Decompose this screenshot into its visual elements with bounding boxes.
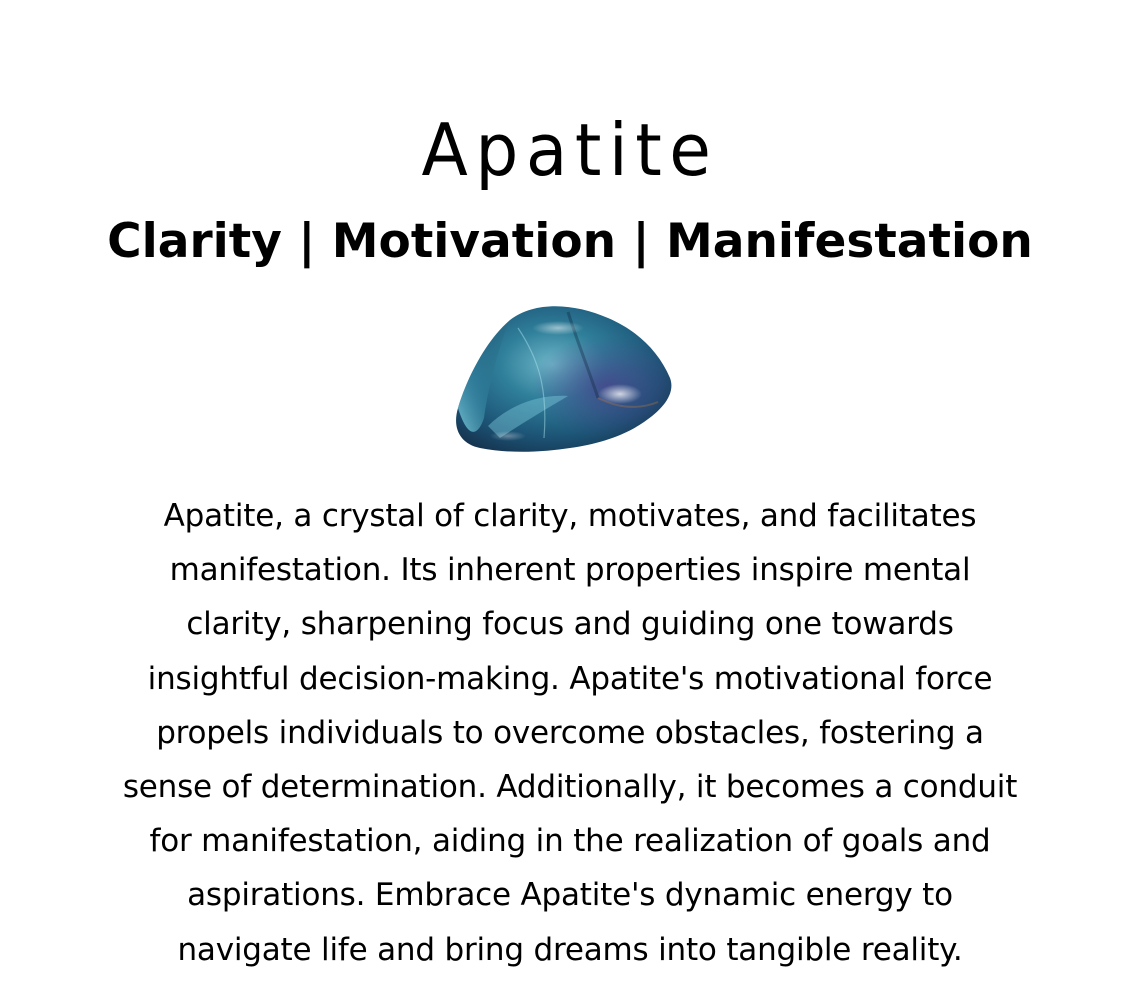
description-line: sense of determination. Additionally, it becomes a conduit xyxy=(122,769,1018,806)
description-line: propels individuals to overcome obstacles, fostering a xyxy=(156,714,984,751)
description-line: for manifestation, aiding in the realization of goals and xyxy=(149,823,991,860)
description-line: aspirations. Embrace Apatite's dynamic energy to xyxy=(187,877,953,914)
description-line: clarity, sharpening focus and guiding one towards xyxy=(186,606,954,643)
description-line: insightful decision-making. Apatite's motivational force xyxy=(147,660,993,697)
page-title: Apatite xyxy=(421,108,719,192)
apatite-stone-icon xyxy=(448,298,678,468)
description-line: navigate life and bring dreams into tangible reality. xyxy=(177,931,963,968)
description-text xyxy=(40,489,1100,977)
description-line: manifestation. Its inherent properties inspire mental xyxy=(169,552,971,589)
description-line: Apatite, a crystal of clarity, motivates, and facilitates xyxy=(163,498,977,534)
page-subtitle: Clarity | Motivation | Manifestation xyxy=(107,214,1033,269)
